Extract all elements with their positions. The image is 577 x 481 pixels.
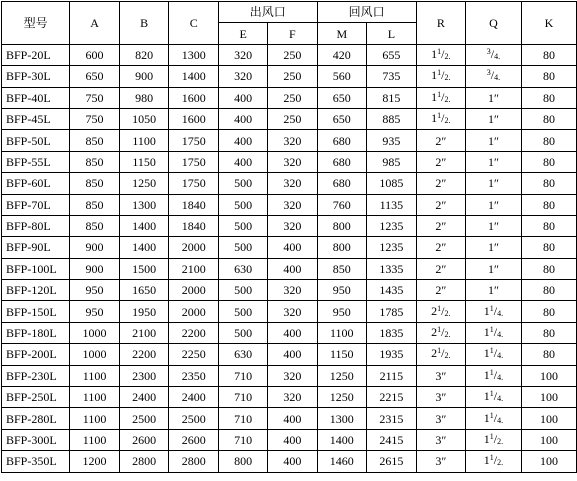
cell-q: $^3$/4. <box>465 44 521 65</box>
cell-q: 1″ <box>465 130 521 151</box>
cell-r: 2″ <box>416 237 465 258</box>
cell-m: 1250 <box>317 387 367 408</box>
cell-l: 935 <box>367 130 417 151</box>
cell-r: $1^1/2$. <box>416 108 465 129</box>
cell-f: 320 <box>268 151 317 172</box>
cell-q: 1″ <box>465 151 521 172</box>
table-row <box>2 173 577 194</box>
cell-r: 2″ <box>416 151 465 172</box>
cell-k: 100 <box>521 365 576 386</box>
cell-e: 500 <box>219 301 268 322</box>
cell-model: BFP-55L <box>2 151 70 172</box>
cell-q: 1″ <box>465 173 521 194</box>
cell-f: 400 <box>268 408 317 429</box>
cell-r: 2″ <box>416 194 465 215</box>
cell-r: 3″ <box>416 408 465 429</box>
cell-a: 650 <box>70 66 120 87</box>
cell-q: 1″ <box>465 258 521 279</box>
cell-model: BFP-80L <box>2 215 70 236</box>
table-row <box>2 365 577 386</box>
cell-e: 800 <box>219 451 268 472</box>
header-outlet: 出风口 <box>219 2 318 23</box>
cell-e: 400 <box>219 87 268 108</box>
cell-model: BFP-250L <box>2 387 70 408</box>
cell-q: $1^1/4$. <box>465 387 521 408</box>
cell-b: 900 <box>119 66 169 87</box>
cell-f: 320 <box>268 387 317 408</box>
cell-b: 2200 <box>119 344 169 365</box>
table-row <box>2 151 577 172</box>
cell-b: 1300 <box>119 194 169 215</box>
cell-m: 680 <box>317 151 367 172</box>
cell-a: 750 <box>70 108 120 129</box>
cell-c: 1600 <box>169 108 219 129</box>
cell-b: 1100 <box>119 130 169 151</box>
cell-a: 1200 <box>70 451 120 472</box>
cell-model: BFP-70L <box>2 194 70 215</box>
header-l: L <box>367 23 417 44</box>
cell-q: $1^1/4$. <box>465 301 521 322</box>
cell-r: 3″ <box>416 451 465 472</box>
cell-m: 1400 <box>317 429 367 450</box>
cell-m: 680 <box>317 173 367 194</box>
table-row <box>2 429 577 450</box>
cell-f: 320 <box>268 301 317 322</box>
cell-m: 1100 <box>317 322 367 343</box>
cell-c: 2000 <box>169 237 219 258</box>
cell-b: 820 <box>119 44 169 65</box>
cell-m: 950 <box>317 280 367 301</box>
table-row <box>2 237 577 258</box>
cell-k: 80 <box>521 258 576 279</box>
cell-e: 710 <box>219 387 268 408</box>
header-r: R <box>416 2 465 45</box>
header-c: C <box>169 2 219 45</box>
cell-r: 2″ <box>416 130 465 151</box>
cell-c: 2000 <box>169 280 219 301</box>
cell-model: BFP-40L <box>2 87 70 108</box>
cell-f: 320 <box>268 130 317 151</box>
cell-c: 1750 <box>169 130 219 151</box>
cell-q: $1^1/4$. <box>465 408 521 429</box>
cell-l: 2215 <box>367 387 417 408</box>
cell-k: 80 <box>521 194 576 215</box>
table-row <box>2 280 577 301</box>
cell-r: 3″ <box>416 429 465 450</box>
cell-r: $2^1/2$. <box>416 322 465 343</box>
cell-q: 1″ <box>465 280 521 301</box>
cell-k: 80 <box>521 322 576 343</box>
cell-e: 500 <box>219 173 268 194</box>
cell-l: 885 <box>367 108 417 129</box>
cell-q: 1″ <box>465 215 521 236</box>
cell-b: 1950 <box>119 301 169 322</box>
cell-l: 1235 <box>367 215 417 236</box>
header-e: E <box>219 23 268 44</box>
cell-r: 2″ <box>416 215 465 236</box>
cell-l: 1785 <box>367 301 417 322</box>
cell-f: 250 <box>268 87 317 108</box>
cell-c: 2800 <box>169 451 219 472</box>
cell-l: 1935 <box>367 344 417 365</box>
cell-e: 710 <box>219 365 268 386</box>
cell-m: 850 <box>317 258 367 279</box>
table-row <box>2 66 577 87</box>
cell-f: 250 <box>268 44 317 65</box>
cell-c: 2600 <box>169 429 219 450</box>
cell-m: 800 <box>317 215 367 236</box>
cell-l: 655 <box>367 44 417 65</box>
header-m: M <box>317 23 367 44</box>
cell-e: 710 <box>219 429 268 450</box>
cell-m: 420 <box>317 44 367 65</box>
cell-l: 1335 <box>367 258 417 279</box>
cell-e: 320 <box>219 66 268 87</box>
cell-r: $2^1/2$. <box>416 344 465 365</box>
cell-a: 850 <box>70 194 120 215</box>
cell-f: 320 <box>268 173 317 194</box>
cell-e: 500 <box>219 237 268 258</box>
cell-q: 1″ <box>465 237 521 258</box>
cell-c: 2250 <box>169 344 219 365</box>
table-row <box>2 215 577 236</box>
cell-m: 680 <box>317 130 367 151</box>
cell-m: 560 <box>317 66 367 87</box>
cell-a: 1000 <box>70 344 120 365</box>
table-row <box>2 408 577 429</box>
header-row-top <box>2 2 577 23</box>
cell-r: $2^1/2$. <box>416 301 465 322</box>
cell-k: 80 <box>521 130 576 151</box>
cell-f: 250 <box>268 108 317 129</box>
cell-c: 1600 <box>169 87 219 108</box>
cell-e: 400 <box>219 130 268 151</box>
cell-model: BFP-20L <box>2 44 70 65</box>
cell-c: 1300 <box>169 44 219 65</box>
cell-l: 985 <box>367 151 417 172</box>
cell-k: 100 <box>521 429 576 450</box>
cell-e: 630 <box>219 344 268 365</box>
cell-f: 320 <box>268 215 317 236</box>
spec-table <box>1 1 577 473</box>
cell-r: 2″ <box>416 173 465 194</box>
header-q: Q <box>465 2 521 45</box>
cell-f: 320 <box>268 280 317 301</box>
table-row <box>2 258 577 279</box>
cell-k: 80 <box>521 66 576 87</box>
cell-k: 80 <box>521 237 576 258</box>
cell-l: 1835 <box>367 322 417 343</box>
cell-c: 2500 <box>169 408 219 429</box>
table-row <box>2 130 577 151</box>
header-b: B <box>119 2 169 45</box>
cell-c: 1840 <box>169 215 219 236</box>
table-row <box>2 108 577 129</box>
cell-a: 750 <box>70 87 120 108</box>
cell-m: 650 <box>317 87 367 108</box>
cell-k: 80 <box>521 301 576 322</box>
cell-a: 850 <box>70 215 120 236</box>
cell-model: BFP-100L <box>2 258 70 279</box>
cell-k: 80 <box>521 280 576 301</box>
cell-q: $1^1/4$. <box>465 322 521 343</box>
cell-m: 1150 <box>317 344 367 365</box>
cell-r: $1^1/2$. <box>416 44 465 65</box>
cell-l: 2615 <box>367 451 417 472</box>
cell-a: 850 <box>70 130 120 151</box>
cell-e: 500 <box>219 280 268 301</box>
cell-r: 3″ <box>416 365 465 386</box>
cell-m: 800 <box>317 237 367 258</box>
cell-model: BFP-30L <box>2 66 70 87</box>
cell-b: 1400 <box>119 237 169 258</box>
cell-b: 1250 <box>119 173 169 194</box>
cell-e: 500 <box>219 194 268 215</box>
cell-c: 1840 <box>169 194 219 215</box>
cell-r: 3″ <box>416 387 465 408</box>
cell-k: 80 <box>521 344 576 365</box>
cell-k: 80 <box>521 44 576 65</box>
cell-a: 950 <box>70 301 120 322</box>
cell-b: 1400 <box>119 215 169 236</box>
table-row <box>2 301 577 322</box>
cell-f: 400 <box>268 237 317 258</box>
cell-q: $1^1/2$. <box>465 429 521 450</box>
cell-l: 1085 <box>367 173 417 194</box>
cell-e: 400 <box>219 108 268 129</box>
cell-k: 100 <box>521 408 576 429</box>
cell-b: 1650 <box>119 280 169 301</box>
cell-c: 2000 <box>169 301 219 322</box>
cell-f: 400 <box>268 258 317 279</box>
cell-c: 2100 <box>169 258 219 279</box>
table-row <box>2 44 577 65</box>
table-row <box>2 194 577 215</box>
cell-l: 1135 <box>367 194 417 215</box>
cell-e: 630 <box>219 258 268 279</box>
header-model: 型号 <box>2 2 70 45</box>
cell-q: $1^1/4$. <box>465 344 521 365</box>
cell-c: 2400 <box>169 387 219 408</box>
cell-model: BFP-200L <box>2 344 70 365</box>
cell-b: 2300 <box>119 365 169 386</box>
cell-f: 400 <box>268 429 317 450</box>
cell-c: 2350 <box>169 365 219 386</box>
cell-e: 320 <box>219 44 268 65</box>
header-a: A <box>70 2 120 45</box>
table-row <box>2 344 577 365</box>
cell-q: $1^1/2$. <box>465 451 521 472</box>
table-row <box>2 322 577 343</box>
cell-l: 735 <box>367 66 417 87</box>
cell-a: 1100 <box>70 387 120 408</box>
cell-r: $1^1/2$. <box>416 66 465 87</box>
cell-m: 760 <box>317 194 367 215</box>
cell-f: 250 <box>268 66 317 87</box>
cell-q: 1″ <box>465 87 521 108</box>
cell-model: BFP-230L <box>2 365 70 386</box>
header-k: K <box>521 2 576 45</box>
cell-l: 2315 <box>367 408 417 429</box>
cell-a: 900 <box>70 258 120 279</box>
cell-q: 1″ <box>465 108 521 129</box>
cell-model: BFP-45L <box>2 108 70 129</box>
cell-l: 2415 <box>367 429 417 450</box>
cell-e: 400 <box>219 151 268 172</box>
cell-c: 1400 <box>169 66 219 87</box>
cell-m: 650 <box>317 108 367 129</box>
cell-l: 1435 <box>367 280 417 301</box>
cell-a: 600 <box>70 44 120 65</box>
cell-model: BFP-280L <box>2 408 70 429</box>
cell-model: BFP-300L <box>2 429 70 450</box>
cell-a: 1000 <box>70 322 120 343</box>
cell-c: 1750 <box>169 151 219 172</box>
cell-b: 1050 <box>119 108 169 129</box>
cell-b: 1150 <box>119 151 169 172</box>
cell-model: BFP-60L <box>2 173 70 194</box>
cell-model: BFP-50L <box>2 130 70 151</box>
cell-a: 850 <box>70 173 120 194</box>
cell-k: 80 <box>521 108 576 129</box>
cell-f: 320 <box>268 365 317 386</box>
header-return: 回风口 <box>317 2 416 23</box>
cell-r: $1^1/2$. <box>416 87 465 108</box>
cell-model: BFP-150L <box>2 301 70 322</box>
cell-a: 950 <box>70 280 120 301</box>
cell-l: 815 <box>367 87 417 108</box>
cell-m: 1460 <box>317 451 367 472</box>
cell-k: 100 <box>521 451 576 472</box>
cell-b: 2500 <box>119 408 169 429</box>
cell-q: $^3$/4. <box>465 66 521 87</box>
cell-l: 2115 <box>367 365 417 386</box>
cell-a: 1100 <box>70 429 120 450</box>
cell-e: 500 <box>219 215 268 236</box>
cell-m: 950 <box>317 301 367 322</box>
cell-e: 500 <box>219 322 268 343</box>
cell-f: 400 <box>268 322 317 343</box>
cell-k: 80 <box>521 87 576 108</box>
cell-model: BFP-90L <box>2 237 70 258</box>
table-row <box>2 87 577 108</box>
cell-k: 80 <box>521 173 576 194</box>
cell-e: 710 <box>219 408 268 429</box>
cell-q: $1^1/4$. <box>465 365 521 386</box>
cell-b: 980 <box>119 87 169 108</box>
cell-l: 1235 <box>367 237 417 258</box>
cell-f: 400 <box>268 344 317 365</box>
cell-a: 1100 <box>70 365 120 386</box>
cell-b: 2400 <box>119 387 169 408</box>
cell-m: 1300 <box>317 408 367 429</box>
cell-r: 2″ <box>416 258 465 279</box>
table-row <box>2 387 577 408</box>
cell-a: 850 <box>70 151 120 172</box>
cell-b: 2600 <box>119 429 169 450</box>
header-f: F <box>268 23 317 44</box>
cell-a: 900 <box>70 237 120 258</box>
table-row <box>2 451 577 472</box>
cell-f: 320 <box>268 194 317 215</box>
cell-k: 100 <box>521 387 576 408</box>
cell-c: 2200 <box>169 322 219 343</box>
cell-b: 2800 <box>119 451 169 472</box>
cell-model: BFP-120L <box>2 280 70 301</box>
cell-a: 1100 <box>70 408 120 429</box>
cell-k: 80 <box>521 215 576 236</box>
cell-c: 1750 <box>169 173 219 194</box>
cell-b: 1500 <box>119 258 169 279</box>
cell-m: 1250 <box>317 365 367 386</box>
cell-model: BFP-180L <box>2 322 70 343</box>
cell-k: 80 <box>521 151 576 172</box>
cell-f: 400 <box>268 451 317 472</box>
cell-q: 1″ <box>465 194 521 215</box>
cell-model: BFP-350L <box>2 451 70 472</box>
cell-b: 2100 <box>119 322 169 343</box>
cell-r: 2″ <box>416 280 465 301</box>
